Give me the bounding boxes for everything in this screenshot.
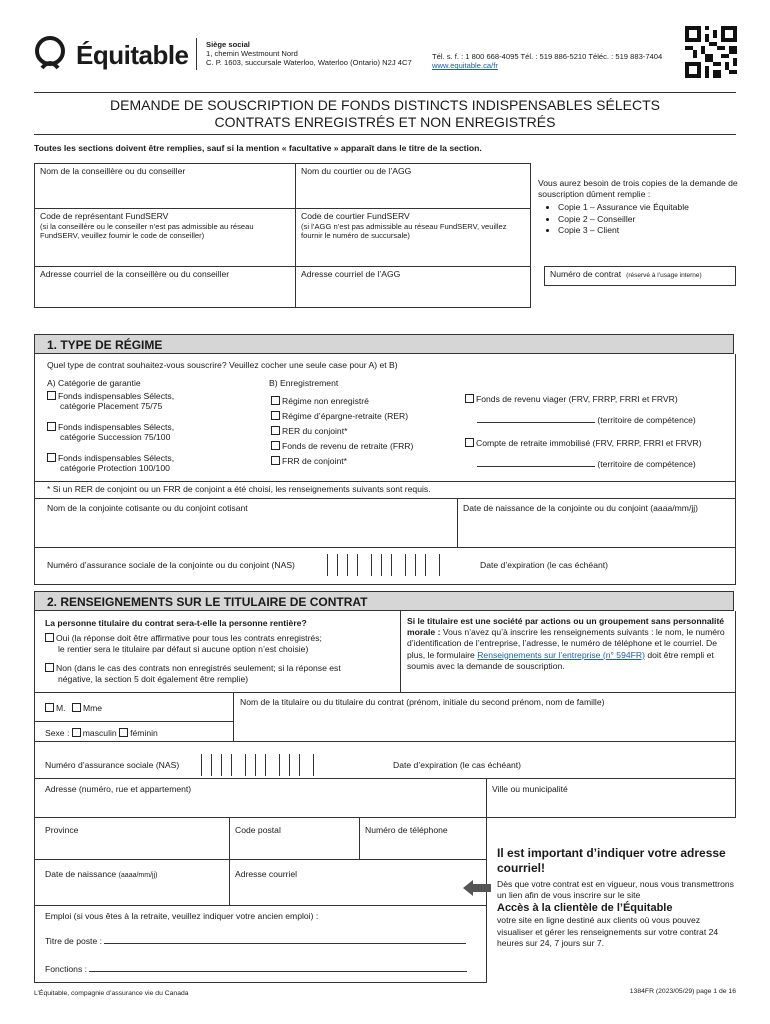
section1-header: 1. TYPE DE RÉGIME: [34, 334, 734, 354]
address-field[interactable]: Adresse (numéro, rue et appartement): [34, 778, 487, 818]
postal-code-field[interactable]: Code postal: [229, 817, 360, 860]
email-field[interactable]: Adresse courriel: [229, 859, 487, 906]
spouse-note: * Si un RER de conjoint ou un FRR de conjoint a été choisi, les renseignements suivants sont requis.: [34, 481, 736, 499]
option-locked-in[interactable]: Compte de retraite immobilisé (FRV, FRRP, FRRI et FRVR): [465, 438, 702, 449]
option-non-registered[interactable]: Régime non enregistré: [271, 394, 413, 409]
spouse-dob-field[interactable]: Date de naissance de la conjointe ou du conjoint (aaaa/mm/jj): [457, 498, 736, 548]
qr-code-icon: [685, 26, 737, 78]
arrow-left-icon: [463, 880, 491, 896]
phone-field[interactable]: Numéro de téléphone: [359, 817, 487, 860]
locked-in-jurisdiction-input[interactable]: [477, 466, 595, 467]
callout-title: Il est important d’indiquer votre adresse courriel!: [497, 846, 726, 875]
phone-numbers: Tél. s. f. : 1 800 668-4095 Tél. : 519 886-5210 Téléc. : 519 883-7404: [432, 52, 663, 61]
holder-name-field[interactable]: Nom de la titulaire ou du titulaire du contrat (prénom, initiale du second prénom, nom de famille): [233, 692, 736, 742]
form-title-line2: CONTRATS ENREGISTRÉS ET NON ENREGISTRÉS: [214, 114, 556, 130]
lif-jurisdiction-input[interactable]: [477, 422, 595, 423]
footer-company: L’Équitable, compagnie d’assurance vie du Canada: [34, 990, 189, 997]
instructions: Toutes les sections doivent être remplies, sauf si la mention « facultative » apparaît dans le titre de la section.: [34, 143, 482, 153]
holder-sin-input[interactable]: [201, 754, 401, 778]
option-lif[interactable]: Fonds de revenu viager (FRV, FRRP, FRRI et FRVR): [465, 394, 678, 405]
guarantee-category-title: A) Catégorie de garantie: [47, 378, 141, 388]
copies-intro: Vous aurez besoin de trois copies de la demande de souscription dûment remplie :: [538, 178, 738, 200]
rep-code-field[interactable]: Code de représentant FundSERV (si la conseillère ou le conseiller n’est pas admissible au réseau FundSERV, veuillez fournir le code de conseiller): [34, 208, 296, 267]
annuitant-no-option[interactable]: Non (dans le cas des contrats non enregistrés seulement; si la réponse est négative, la section 5 doit également être remplie): [45, 663, 341, 685]
website-link[interactable]: www.equitable.ca/fr: [432, 61, 498, 71]
brand-logo: [32, 34, 192, 74]
option-rrif[interactable]: Fonds de revenu de retraite (FRR): [271, 439, 413, 454]
callout-text: Dès que votre contrat est en vigueur, nous vous transmettrons un lien afin de vous inscrire sur le site: [497, 879, 734, 901]
office-title: Siège social: [206, 40, 250, 49]
copy-item: • Copie 1 – Assurance vie Équitable: [558, 202, 738, 213]
title-row: [34, 692, 234, 722]
option-spousal-rrsp[interactable]: RER du conjoint*: [271, 424, 413, 439]
form-title-line1: DEMANDE DE SOUSCRIPTION DE FONDS DISTINCTS INDISPENSABLES SÉLECTS: [110, 97, 660, 113]
business-info-form-link[interactable]: Renseignements sur l’entreprise (n° 594FR): [477, 649, 645, 660]
sex-row: Sexe : masculin féminin: [34, 721, 234, 742]
male-checkbox[interactable]: masculin: [72, 728, 117, 738]
footer-form-id: 1384FR (2023/05/29) page 1 de 16: [629, 988, 736, 995]
corporate-owner-box: Si le titulaire est une société par actions ou un groupement sans personnalité morale : Vous n’avez qu’à inscrire les renseignements suivants : le nom, le numéro d’identification de l’entreprise, l’adresse, le numéro de téléphone et le courriel. De plus, le formulaire Renseignements sur l’entreprise (n° 594FR) doit être rempli et soumis avec la demande de souscription.: [400, 611, 736, 693]
advisor-email-field[interactable]: Adresse courriel de la conseillère ou du conseiller: [34, 266, 296, 308]
brand-name: Équitable: [76, 40, 189, 70]
broker-email-field[interactable]: Adresse courriel de l’AGG: [295, 266, 531, 308]
annuitant-question-box: La personne titulaire du contrat sera-t-elle la personne rentière? Oui (la réponse doit être affirmative pour tous les contrats enregistrés; le rentier sera le titulaire par défaut si aucune option n’est choisie) Non (dans le cas des contrats non enregistrés seulement; si la réponse est négative, la section 5 doit également être remplie): [34, 611, 401, 693]
office-address-line2: C. P. 1603, succursale Waterloo, Waterloo (Ontario) N2J 4C7: [206, 58, 412, 68]
spouse-name-field[interactable]: Nom de la conjointe cotisante ou du conjoint cotisant: [34, 498, 458, 548]
section1-plan-type: Quel type de contrat souhaitez-vous souscrire? Veuillez cocher une seule case pour A) et B) A) Catégorie de garantie Fonds indispensables Sélects, catégorie Placement 75/75 Fonds indispensables Sélects, catégorie Succession 75/100 Fonds indispensables Sélects, catégorie Protection 100/100 B) Enregistrement Régime non enregistré Régime d’épargne-retraite (RER) RER du conjoint* Fonds de revenu de retraite (FRR) FRR de conjoint* Fonds de revenu viager (FRV, FRRP, FRRI et FRVR) (territoire de compétence) Compte de retraite immobilisé (FRV, FRRP, FRRI et FRVR) (territoire de compétence): [34, 354, 736, 482]
mrs-checkbox[interactable]: Mme: [72, 703, 102, 713]
registration-title: B) Enregistrement: [269, 378, 339, 388]
spouse-sin-input[interactable]: [327, 554, 475, 578]
copy-item: • Copie 3 – Client: [558, 225, 738, 236]
email-callout: [497, 846, 737, 949]
copy-item: • Copie 2 – Conseiller: [558, 214, 738, 225]
spouse-sin-row: Numéro d’assurance sociale de la conjointe ou du conjoint (NAS) Date d’expiration (le cas échéant): [34, 547, 736, 585]
employment-box: Emploi (si vous êtes à la retraite, veuillez indiquer votre ancien emploi) : Titre de poste : Fonctions :: [34, 905, 487, 983]
plan-question: Quel type de contrat souhaitez-vous souscrire? Veuillez cocher une seule case pour A) et B): [47, 360, 398, 370]
option-spousal-rrif[interactable]: FRR de conjoint*: [271, 454, 413, 469]
job-title-input[interactable]: [104, 943, 466, 944]
holder-sin-row: Numéro d’assurance sociale (NAS) Date d’expiration (le cas échéant): [34, 741, 736, 779]
equitable-logo-icon: [32, 34, 72, 74]
dob-field[interactable]: Date de naissance (aaaa/mm/jj): [34, 859, 230, 906]
female-checkbox[interactable]: féminin: [119, 728, 158, 738]
advisor-name-field[interactable]: Nom de la conseillère ou du conseiller: [34, 163, 296, 209]
copies-info: [538, 178, 738, 236]
annuitant-yes-option[interactable]: Oui (la réponse doit être affirmative pour tous les contrats enregistrés; le rentier sera le titulaire par défaut si aucune option n’est choisie): [45, 633, 322, 655]
broker-code-field[interactable]: Code de courtier FundSERV (si l’AGG n’est pas admissible au réseau FundSERV, veuillez fournir le numéro de succursale): [295, 208, 531, 267]
callout-portal: Accès à la clientèle de l’Équitable: [497, 902, 673, 915]
option-investment-75-75[interactable]: Fonds indispensables Sélects, catégorie Placement 75/75: [47, 391, 174, 412]
broker-name-field[interactable]: Nom du courtier ou de l’AGG: [295, 163, 531, 209]
option-rrsp[interactable]: Régime d’épargne-retraite (RER): [271, 409, 413, 424]
section2-header: 2. RENSEIGNEMENTS SUR LE TITULAIRE DE CONTRAT: [34, 591, 734, 611]
option-protection-100-100[interactable]: Fonds indispensables Sélects, catégorie Protection 100/100: [47, 453, 174, 474]
callout-text2: votre site en ligne destiné aux clients où vous pouvez visualiser et gérer les renseignements sur votre contrat 24 heures sur 24, 7 jours sur 7.: [497, 915, 719, 948]
city-field[interactable]: Ville ou municipalité: [486, 778, 736, 818]
province-field[interactable]: Province: [34, 817, 230, 860]
contract-number-field[interactable]: Numéro de contrat (réservé à l’usage interne): [544, 266, 736, 286]
option-estate-75-100[interactable]: Fonds indispensables Sélects, catégorie Succession 75/100: [47, 422, 174, 443]
duties-input[interactable]: [89, 971, 467, 972]
mr-checkbox[interactable]: M.: [45, 703, 66, 713]
office-address-line1: 1, chemin Westmount Nord: [206, 49, 298, 59]
